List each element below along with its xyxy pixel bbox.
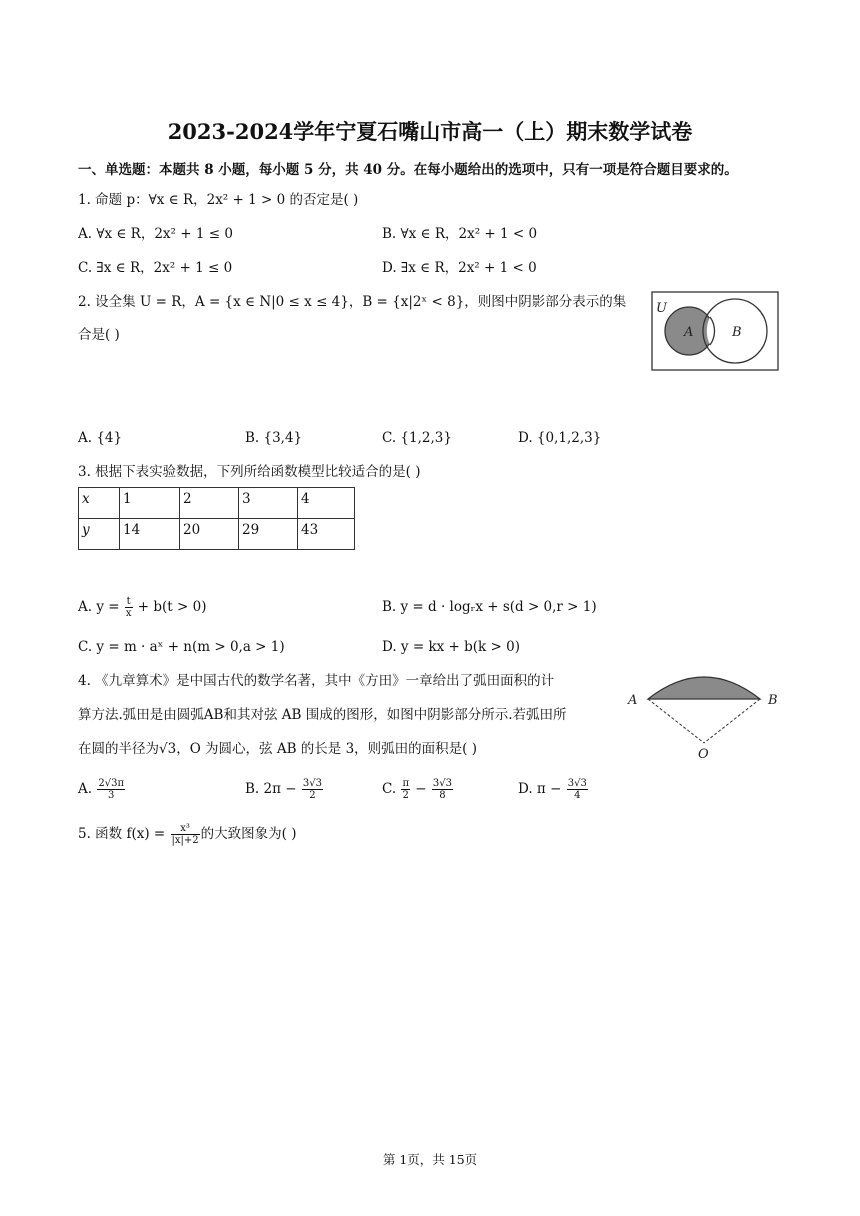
q3-data-table bbox=[78, 487, 355, 550]
page-footer: 第 1页，共 15页 bbox=[382, 1152, 478, 1167]
table-cell: y bbox=[79, 519, 120, 550]
venn-label-u: U bbox=[656, 301, 667, 316]
table-cell: 1 bbox=[120, 488, 180, 519]
q2-option-a: A. {4} bbox=[78, 430, 123, 446]
q1-option-a: A. ∀x ∈ R，2x² + 1 ≤ 0 bbox=[78, 226, 233, 242]
q4-option-a: A. $\frac{2√3\pi}{3}$ bbox=[78, 778, 125, 801]
q4-option-d: D. π − $\frac{3√3}{4}$ bbox=[518, 778, 587, 801]
section-heading: 一、单选题：本题共 8 小题，每小题 5 分，共 40 分。在每小题给出的选项中，只有一项是符合题目要求的。 bbox=[78, 162, 738, 178]
table-cell: 20 bbox=[180, 519, 239, 550]
q2-stem-line1: 2. 设全集 U = R，A = {x ∈ N|0 ≤ x ≤ 4}，B = {x|2ˣ < 8}，则图中阴影部分表示的集 bbox=[78, 294, 627, 310]
q2-option-c: C. {1,2,3} bbox=[382, 430, 452, 446]
table-cell: 43 bbox=[298, 519, 355, 550]
table-cell: 3 bbox=[239, 488, 298, 519]
q3-option-b: B. y = d · logᵣx + s(d > 0,r > 1) bbox=[382, 599, 597, 615]
radius-ob bbox=[704, 699, 760, 743]
table-row bbox=[79, 488, 355, 519]
exam-title: 2023-2024学年宁夏石嘴山市高一（上）期末数学试卷 bbox=[167, 119, 693, 144]
table-cell: 14 bbox=[120, 519, 180, 550]
q3-option-c: C. y = m · aˣ + n(m > 0,a > 1) bbox=[78, 639, 285, 655]
q4-option-c: C. $\frac{\pi}{2}$ − $\frac{3√3}{8}$ bbox=[382, 778, 453, 801]
venn-diagram bbox=[650, 290, 782, 374]
q3-stem: 3. 根据下表实验数据，下列所给函数模型比较适合的是( ) bbox=[78, 464, 421, 480]
table-cell: 29 bbox=[239, 519, 298, 550]
label-a: A bbox=[628, 693, 638, 708]
q2-option-b: B. {3,4} bbox=[245, 430, 303, 446]
label-b: B bbox=[768, 693, 778, 708]
table-cell: 4 bbox=[298, 488, 355, 519]
radius-oa bbox=[648, 699, 704, 743]
q4-line1: 4. 《九章算术》是中国古代的数学名著，其中《方田》一章给出了弧田面积的计 bbox=[78, 673, 555, 689]
q2-option-d: D. {0,1,2,3} bbox=[518, 430, 602, 446]
label-o: O bbox=[698, 747, 709, 762]
q4-line3: 在圆的半径为√3，O 为圆心，弦 AB 的长是 3，则弧田的面积是( ) bbox=[78, 741, 478, 757]
q3-option-d: D. y = kx + b(k > 0) bbox=[382, 639, 520, 655]
q1-stem: 1. 命题 p：∀x ∈ R，2x² + 1 > 0 的否定是( ) bbox=[78, 192, 359, 208]
arc-field-figure bbox=[620, 665, 790, 765]
q2-stem-line2: 合是( ) bbox=[78, 327, 120, 343]
q1-option-c: C. ∃x ∈ R，2x² + 1 ≤ 0 bbox=[78, 260, 233, 276]
q4-option-b: B. 2π − $\frac{3√3}{2}$ bbox=[245, 778, 322, 801]
venn-label-a: A bbox=[684, 325, 694, 340]
q3-option-a: A. y = $\frac{t}{x}$ + b(t > 0) bbox=[78, 596, 207, 619]
table-cell: x bbox=[79, 488, 120, 519]
venn-label-b: B bbox=[732, 325, 742, 340]
q1-option-b: B. ∀x ∈ R，2x² + 1 < 0 bbox=[382, 226, 538, 242]
table-cell: 2 bbox=[180, 488, 239, 519]
arc-field-shaded bbox=[648, 677, 760, 699]
table-row bbox=[79, 519, 355, 550]
q1-option-d: D. ∃x ∈ R，2x² + 1 < 0 bbox=[382, 260, 537, 276]
q4-line2: 算方法.弧田是由圆弧AB和其对弦 AB 围成的图形，如图中阴影部分所示.若弧田所 bbox=[78, 707, 567, 723]
q5-stem: 5. 函数 f(x) = $\frac{\text{x³}}{|x|+2}$ 的大致图象为( ) bbox=[78, 823, 297, 846]
